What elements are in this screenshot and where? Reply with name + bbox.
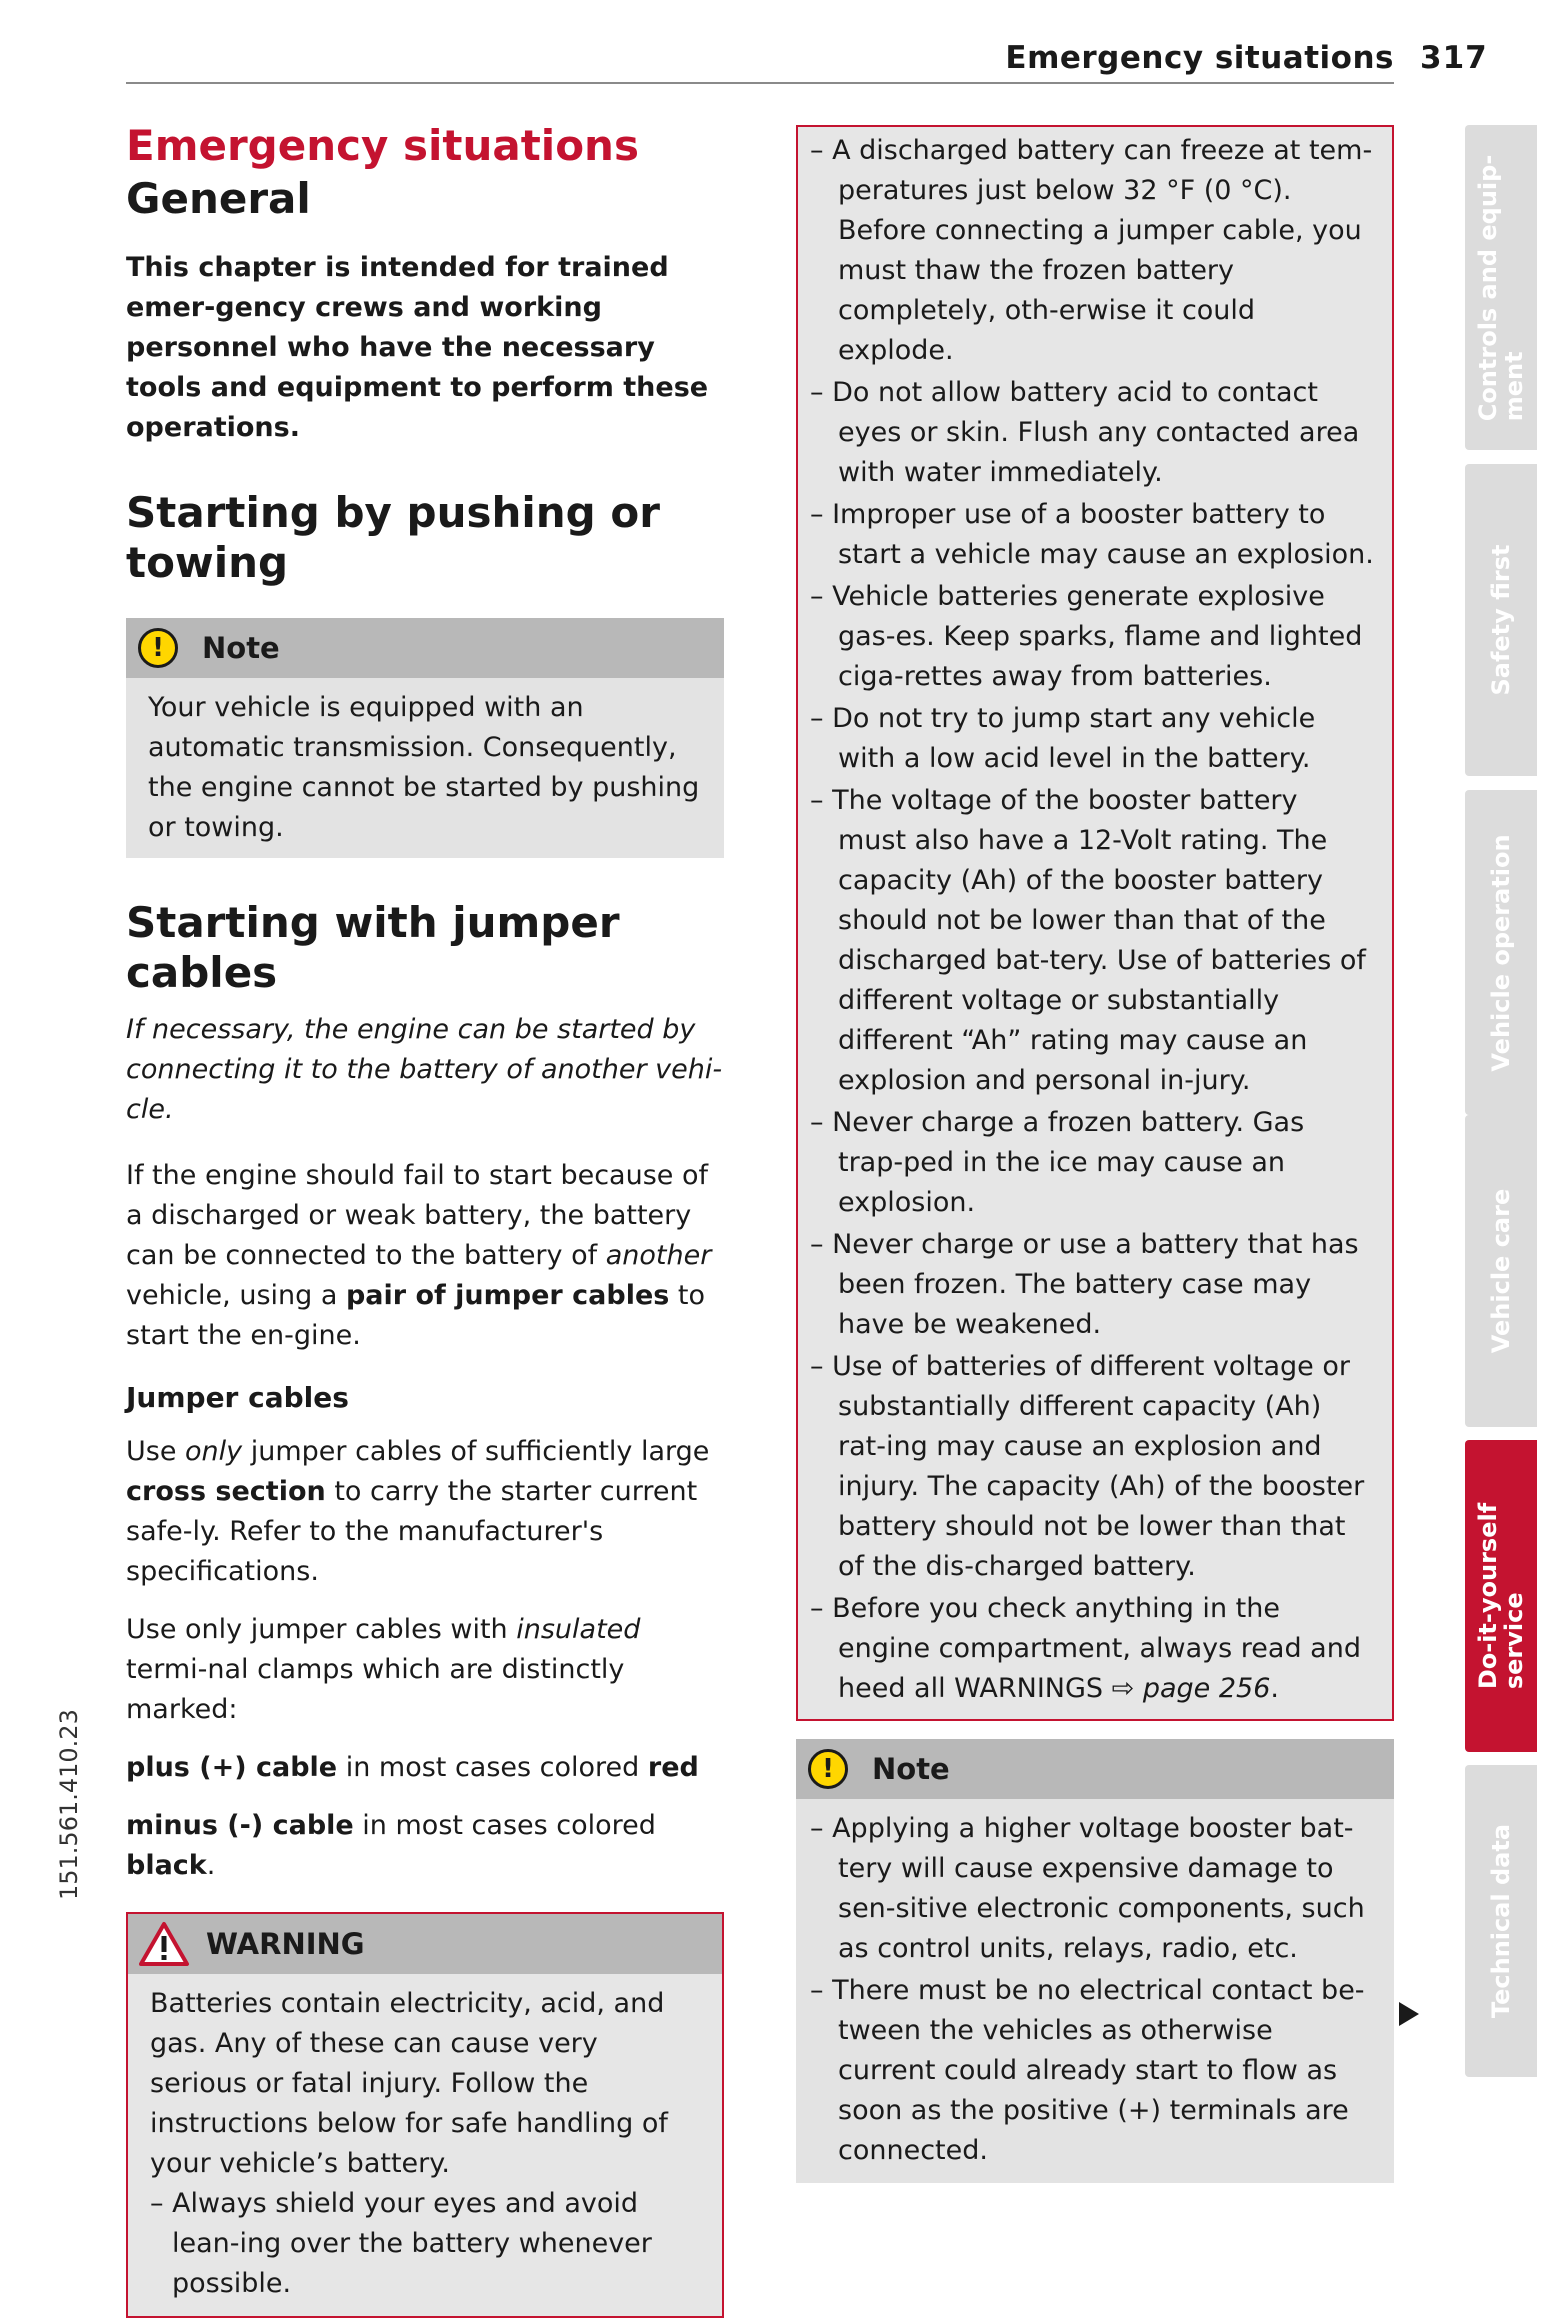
paragraph: If the engine should fail to start because of a discharged or weak battery, the battery can be connected to the battery of another vehicle, using a pair of jumper cables to start the en-gine. (126, 1160, 712, 1351)
exclamation-icon: ! (138, 628, 178, 668)
note-box (796, 1739, 1394, 2183)
paragraph: Use only jumper cables with insulated termi-nal clamps which are distinctly marked: (126, 1614, 641, 1725)
note-box (126, 618, 724, 858)
warning-box (126, 1912, 724, 2318)
general-title: General (126, 174, 311, 223)
right-column (796, 125, 1394, 2183)
tab-label: Safety first (1487, 544, 1515, 696)
tab-controls-and-equipment[interactable] (1465, 125, 1537, 450)
note-title: Note (202, 631, 280, 665)
plus-cable-line: plus (+) cable in most cases colored red (126, 1752, 699, 1783)
intro-paragraph: This chapter is intended for trained emer-gency crews and working personnel who have the necessary tools and equipment to perform these operations. (126, 252, 709, 443)
warning-bullet: – Do not try to jump start any vehicle with a low acid level in the battery. (810, 703, 1316, 774)
warning-bullet: – Never charge or use a battery that has been frozen. The battery case may have be weakened. (810, 1229, 1359, 1340)
warning-bullet: – Never charge a frozen battery. Gas trap-ped in the ice may cause an explosion. (810, 1107, 1305, 1218)
tab-vehicle-care[interactable] (1465, 1115, 1537, 1427)
note-body: Your vehicle is equipped with an automatic transmission. Consequently, the engine cannot be started by pushing or towing. (148, 692, 700, 843)
warning-bullet: – Always shield your eyes and avoid lean-ing over the battery whenever possible. (150, 2188, 652, 2299)
running-title: Emergency situations (1005, 40, 1394, 76)
tab-label: Vehicle operation (1487, 833, 1515, 1072)
warning-bullet: – Vehicle batteries generate explosive gas-es. Keep sparks, flame and lighted ciga-rettes away from batteries. (810, 581, 1363, 692)
warning-bullet: – Do not allow battery acid to contact eyes or skin. Flush any contacted area with water immediately. (810, 377, 1360, 488)
warning-bullet: – The voltage of the booster battery must also have a 12-Volt rating. The capacity (Ah) of the booster battery should not be lower than that of the discharged bat-tery. Use of batteries of different voltage or substantially different “Ah” rating may cause an explosion and personal in-jury. (810, 785, 1366, 1096)
jumper-cables-heading: Starting with jumper cables (126, 898, 620, 997)
document-code: 151.561.410.23 (55, 1709, 83, 1900)
tab-vehicle-operation[interactable] (1465, 790, 1537, 1115)
tab-label: Technical data (1487, 1823, 1515, 2019)
note-bullet: – Applying a higher voltage booster bat-tery will cause expensive damage to sen-sitive electronic components, such as control units, relays, radio, etc. (810, 1813, 1365, 1964)
paragraph: Use only jumper cables of sufficiently large cross section to carry the starter current safe-ly. Refer to the manufacturer's specifications. (126, 1436, 710, 1587)
note-header (126, 618, 724, 678)
warning-triangle-icon (138, 1921, 190, 1967)
page-number: 317 (1420, 40, 1488, 76)
note-bullet: – There must be no electrical contact be-tween the vehicles as otherwise current could already start to flow as soon as the positive (+) terminals are connected. (810, 1975, 1365, 2166)
minus-cable-line: minus (-) cable in most cases colored black. (126, 1810, 656, 1881)
tab-do-it-yourself-service[interactable] (1465, 1440, 1537, 1752)
page-reference-arrow-icon: ⇨ (1111, 1673, 1135, 1704)
tab-label: Vehicle care (1487, 1188, 1515, 1354)
tab-technical-data[interactable] (1465, 1765, 1537, 2077)
warning-continuation-box (796, 125, 1394, 1721)
jumper-intro: If necessary, the engine can be started by connecting it to the battery of another vehi-cle. (126, 1014, 723, 1125)
warning-header (128, 1914, 722, 1974)
note-body (796, 1799, 1394, 2183)
jumper-cables-subheading: Jumper cables (126, 1381, 349, 1414)
tab-label: Do-it-yourself service (1474, 1502, 1528, 1690)
warning-bullet: – A discharged battery can freeze at tem-peratures just below 32 °F (0 °C). Before connecting a jumper cable, you must thaw the frozen battery completely, oth-erwise it could explode. (810, 135, 1373, 366)
left-column (126, 118, 724, 2318)
note-header (796, 1739, 1394, 1799)
warning-bullet: – Use of batteries of different voltage or substantially different capacity (Ah) rat-ing may cause an explosion and injury. The capacity (Ah) of the booster battery should not be lower than that of the dis-charged battery. (810, 1351, 1365, 1582)
warning-bullet: – Before you check anything in the engine compartment, always read and heed all WARNINGS ⇨ page 256. (810, 1593, 1361, 1704)
note-title: Note (872, 1752, 950, 1786)
warning-bullet: – Improper use of a booster battery to start a vehicle may cause an explosion. (810, 499, 1374, 570)
tab-label: Controls and equip- ment (1474, 154, 1528, 421)
push-tow-heading: Starting by pushing or towing (126, 488, 660, 587)
chapter-title: Emergency situations (126, 121, 639, 170)
header-rule (126, 82, 1394, 84)
warning-title: WARNING (206, 1927, 365, 1961)
continue-arrow-icon (1399, 2002, 1419, 2026)
tab-safety-first[interactable] (1465, 464, 1537, 776)
warning-body: Batteries contain electricity, acid, and gas. Any of these can cause very serious or fatal injury. Follow the instructions below for safe handling of your vehicle’s battery. – Always shield your eyes and avoid lean-ing over the battery whenever possible. (128, 1974, 722, 2316)
exclamation-icon: ! (808, 1749, 848, 1789)
page-reference-link[interactable]: page 256 (1142, 1673, 1271, 1704)
